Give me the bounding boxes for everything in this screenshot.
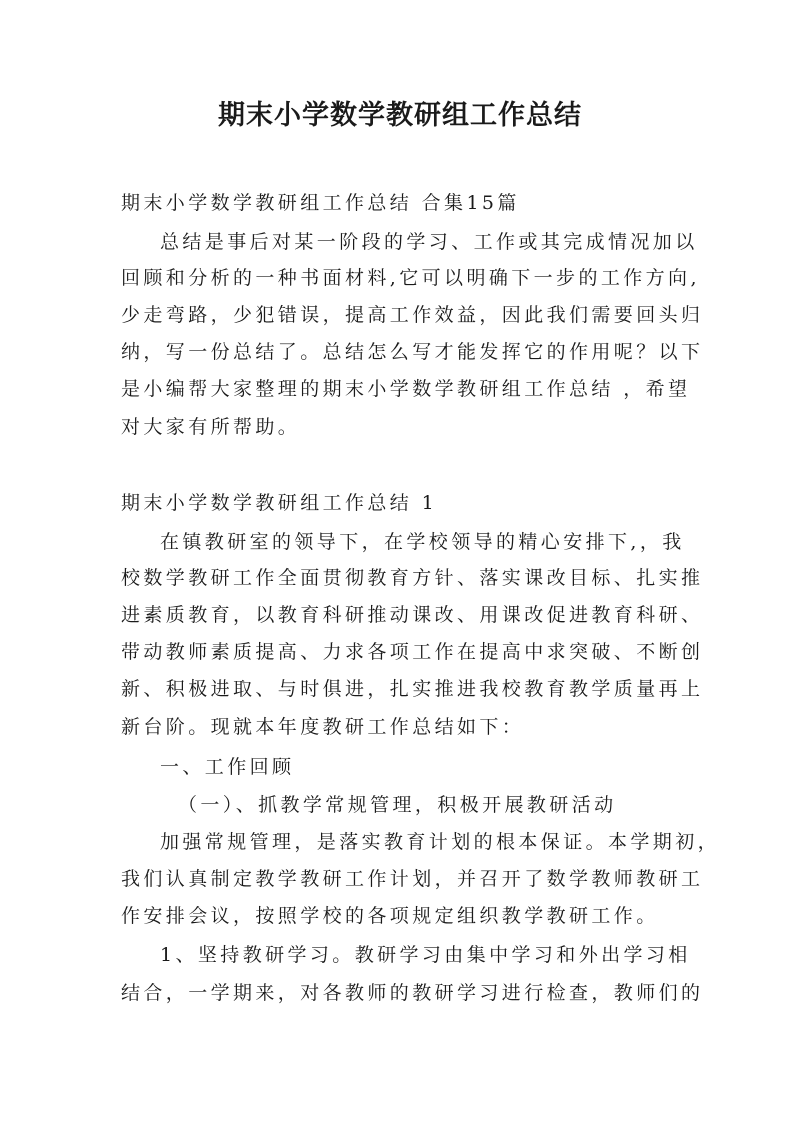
body-paragraph-line: 在镇教研室的领导下，在学校领导的精心安排下,，我 bbox=[160, 531, 685, 553]
intro-paragraph-line: 是小编帮大家整理的期末小学数学教研组工作总结 ，希望 bbox=[121, 378, 691, 400]
intro-paragraph-line: 回顾和分析的一种书面材料,它可以明确下一步的工作方向, bbox=[121, 267, 700, 289]
section-heading: 期末小学数学教研组工作总结 1 bbox=[121, 492, 438, 514]
intro-paragraph-line: 纳，写一份总结了。总结怎么写才能发挥它的作用呢？以下 bbox=[121, 341, 704, 363]
body-paragraph-line: 作安排会议，按照学校的各项规定组织教学教研工作。 bbox=[121, 905, 659, 927]
body-paragraph-line: 结合，一学期来，对各教师的教研学习进行检查，教师们的 bbox=[121, 982, 704, 1004]
body-paragraph-line: 新台阶。现就本年度教研工作总结如下： bbox=[121, 716, 525, 738]
body-paragraph-line: 带动教师素质提高、力求各项工作在提高中求突破、不断创 bbox=[121, 641, 704, 663]
body-paragraph-line: 我们认真制定教学教研工作计划，并召开了数学教师教研工 bbox=[121, 868, 704, 890]
intro-paragraph-line: 少走弯路，少犯错误，提高工作效益，因此我们需要回头归 bbox=[121, 304, 704, 326]
body-paragraph-line: 1、坚持教研学习。教研学习由集中学习和外出学习相 bbox=[160, 944, 691, 966]
document-title: 期末小学数学教研组工作总结 bbox=[218, 100, 582, 131]
body-paragraph-line: 加强常规管理，是落实教育计划的根本保证。本学期初， bbox=[160, 831, 721, 853]
body-paragraph-line: 校数学教研工作全面贯彻教育方针、落实课改目标、扎实推 bbox=[121, 567, 704, 589]
intro-paragraph-line: 总结是事后对某一阶段的学习、工作或其完成情况加以 bbox=[160, 231, 698, 253]
body-paragraph-line: 新、积极进取、与时俱进，扎实推进我校教育教学质量再上 bbox=[121, 678, 704, 700]
intro-paragraph-line: 对大家有所帮助。 bbox=[121, 416, 301, 438]
subsection-heading: （一）、抓教学常规管理，积极开展教研活动 bbox=[178, 794, 617, 816]
collection-heading: 期末小学数学教研组工作总结 合集15篇 bbox=[121, 192, 520, 214]
body-paragraph-line: 进素质教育，以教育科研推动课改、用课改促进教育科研、 bbox=[121, 604, 704, 626]
subsection-heading: 一、工作回顾 bbox=[160, 756, 295, 778]
